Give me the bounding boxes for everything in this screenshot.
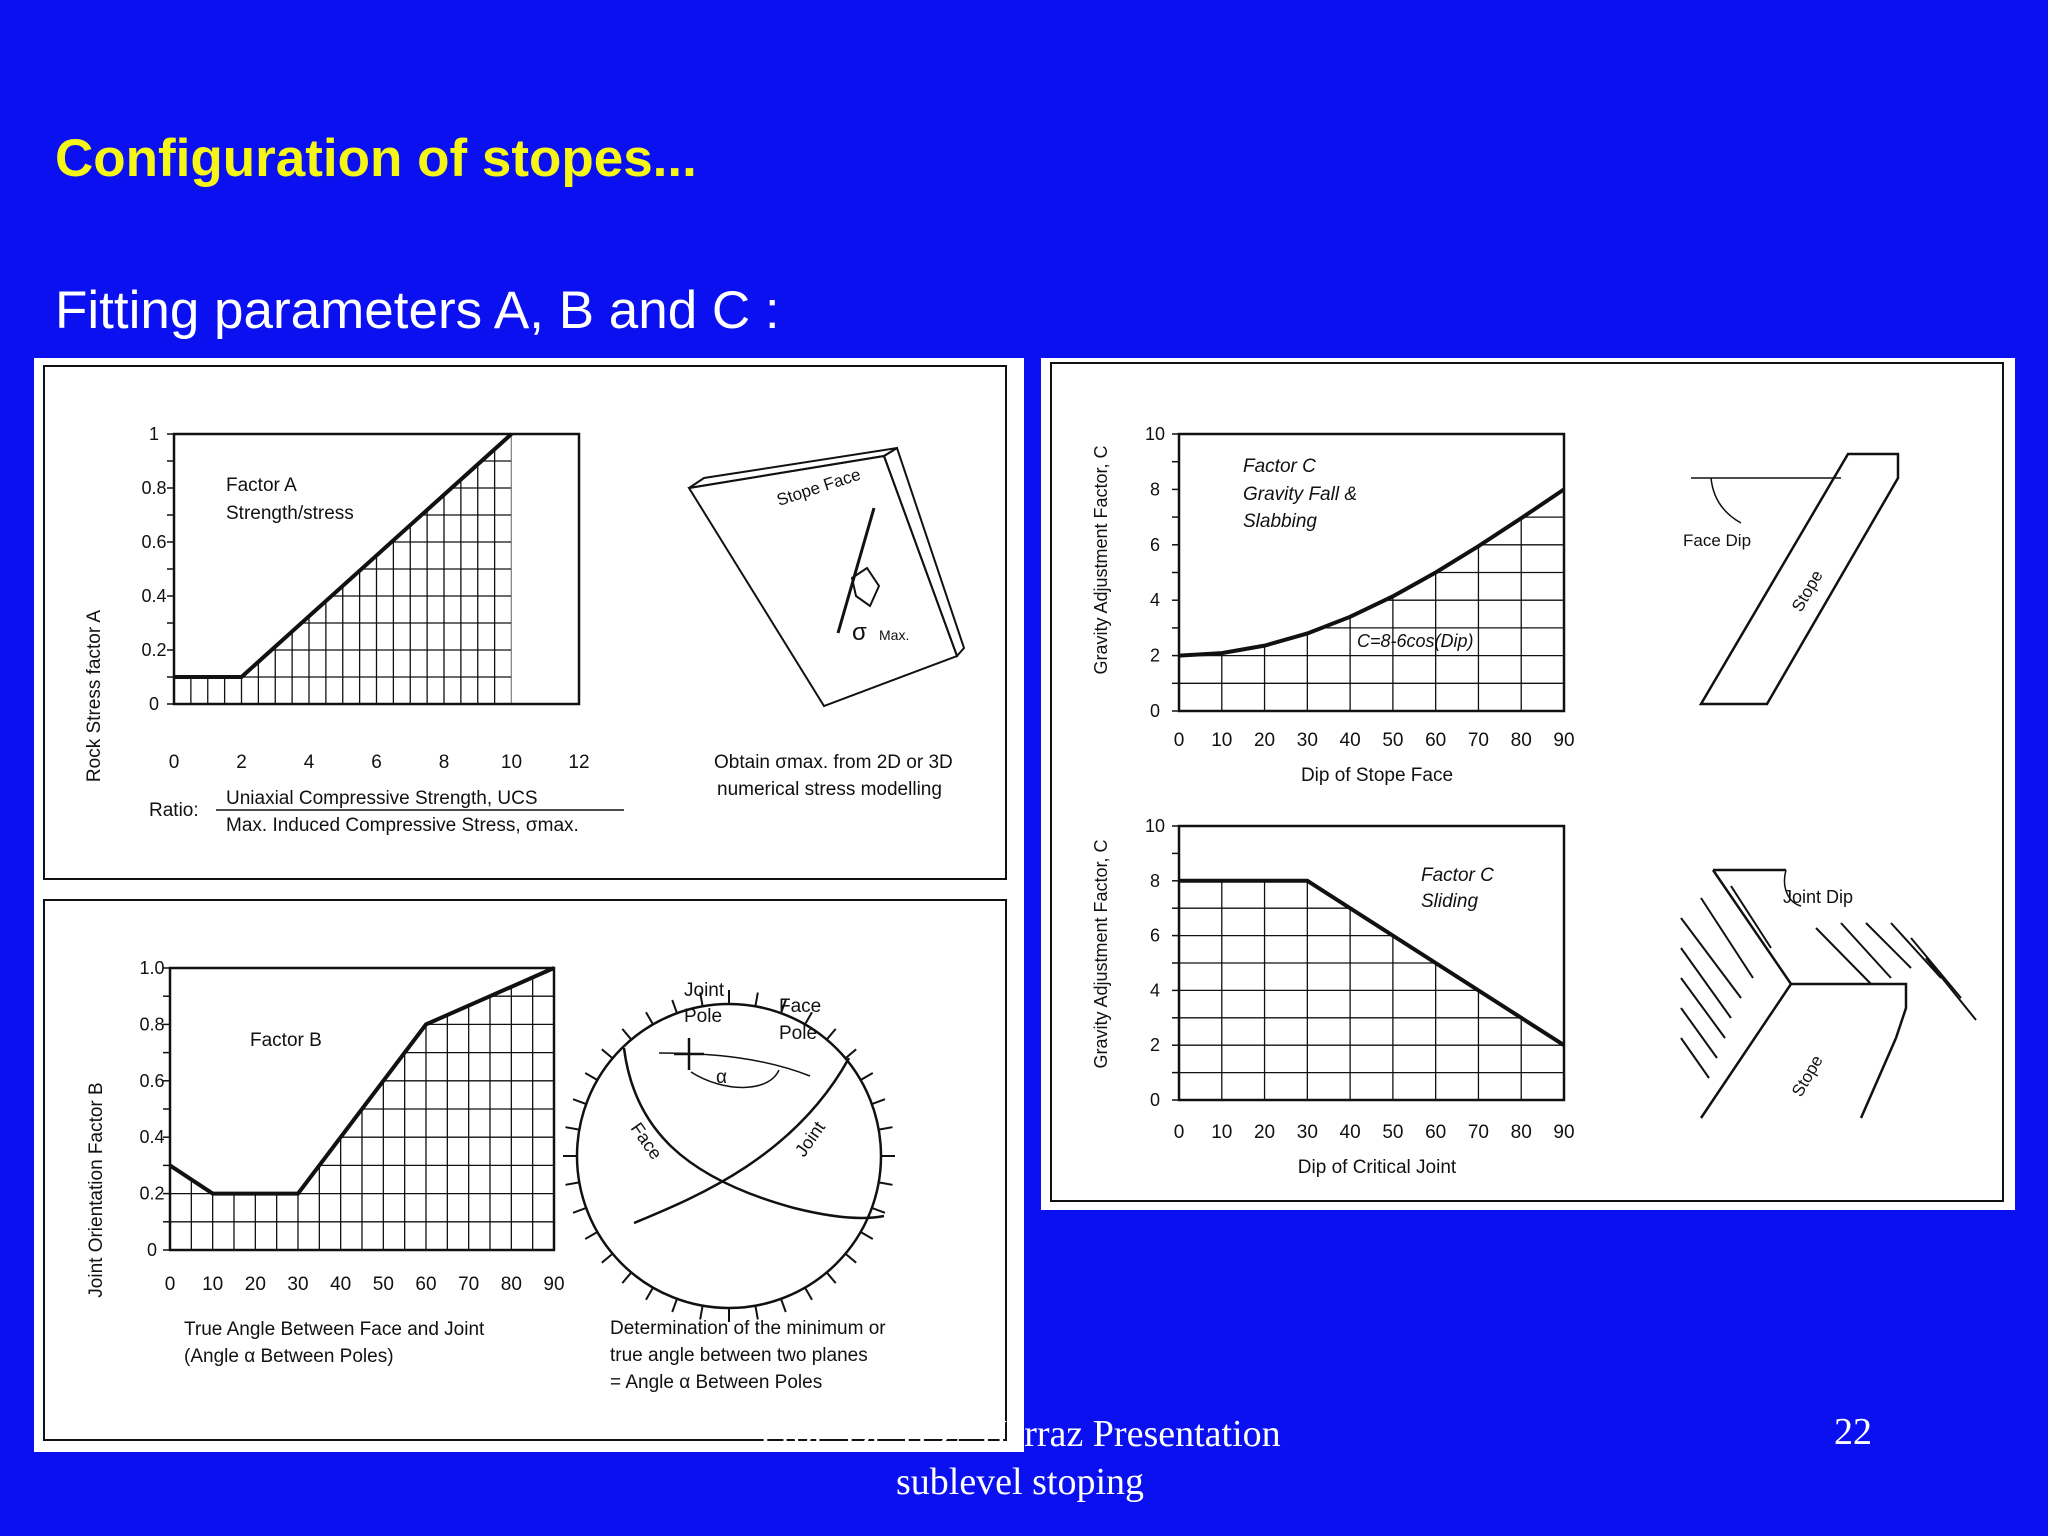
- x-tick-label: 30: [287, 1274, 309, 1295]
- x-tick-label: 10: [202, 1274, 224, 1295]
- y-tick-label: 1: [148, 424, 160, 444]
- x-tick-label: 60: [415, 1274, 437, 1295]
- rock-hatch-line: [1681, 1038, 1709, 1078]
- joint-dip-label: Joint Dip: [1783, 887, 1854, 907]
- y-tick-label: 0: [1149, 1090, 1161, 1110]
- rim-tick: [781, 1299, 786, 1312]
- factor-b-caption-line2: true angle between two planes: [610, 1345, 868, 1366]
- rock-hatch-line: [1681, 978, 1725, 1038]
- y-tick-label: 4: [1149, 590, 1161, 611]
- rim-tick: [622, 1029, 631, 1040]
- y-tick-label: 0: [1149, 701, 1161, 721]
- sigma-max-label: Max.: [879, 627, 910, 643]
- x-tick-label: 8: [438, 752, 450, 773]
- factor-a-chart: [141, 424, 589, 773]
- rock-hatch-line: [1926, 958, 1976, 1020]
- x-tick-label: 12: [568, 752, 590, 773]
- y-tick-label: 0: [146, 1240, 158, 1260]
- x-tick-label: 20: [244, 1274, 266, 1295]
- factor-c-gravity-ylabel: Gravity Adjustment Factor, C: [1091, 445, 1111, 675]
- rim-tick: [622, 1272, 631, 1283]
- stereonet-ticks: [563, 990, 895, 1322]
- rim-tick: [879, 1127, 893, 1129]
- x-tick-label: 70: [1467, 1122, 1490, 1143]
- rim-tick: [566, 1182, 580, 1184]
- rim-tick: [585, 1232, 597, 1239]
- factor-a-caption-line2: numerical stress modelling: [717, 779, 942, 800]
- sigma-label: σ: [852, 619, 867, 646]
- factor-a-xlabel-numerator: Uniaxial Compressive Strength, UCS: [226, 788, 538, 809]
- y-tick-label: 0: [148, 694, 160, 714]
- sliding-stope-label: Stope: [1788, 1052, 1827, 1100]
- x-tick-label: 10: [1211, 730, 1233, 751]
- rock-hatch-line: [1891, 923, 1941, 978]
- factor-c-frame: [1051, 363, 2003, 1201]
- rim-tick: [872, 1099, 885, 1104]
- face-dip-label: Face Dip: [1683, 531, 1752, 550]
- left-figure-panel: [34, 358, 1024, 1452]
- gravity-stope-label: Stope: [1788, 567, 1827, 615]
- slide-title: Configuration of stopes...: [55, 129, 697, 188]
- rim-tick: [672, 1299, 677, 1312]
- y-tick-label: 6: [1149, 534, 1161, 555]
- x-tick-label: 90: [1553, 1122, 1575, 1143]
- factor-a-title: Factor A: [226, 475, 297, 496]
- factor-c-sliding-ylabel: Gravity Adjustment Factor, C: [1091, 839, 1111, 1069]
- y-tick-label: 0.2: [139, 1183, 165, 1204]
- rim-tick: [602, 1254, 613, 1263]
- rim-tick: [646, 1012, 653, 1024]
- footer-credit: [620, 1410, 1420, 1506]
- x-tick-label: 40: [1339, 1122, 1361, 1143]
- x-tick-label: 50: [1382, 730, 1404, 751]
- y-tick-label: 0.4: [139, 1127, 165, 1148]
- y-tick-label: 0.6: [141, 532, 167, 552]
- y-tick-label: 10: [1144, 816, 1166, 836]
- footer-line-2: sublevel stoping: [895, 1461, 1145, 1503]
- rim-tick: [672, 1000, 677, 1013]
- x-tick-label: 80: [1510, 730, 1532, 751]
- rim-tick: [861, 1232, 873, 1239]
- stope-face-label: Stope Face: [774, 464, 863, 510]
- grid-hatch: [1179, 434, 1564, 711]
- factor-a-xlabel-denominator: Max. Induced Compressive Stress, σmax.: [226, 815, 579, 836]
- factor-a-ylabel: Rock Stress factor A: [84, 609, 105, 783]
- x-tick-label: 10: [1211, 1122, 1233, 1143]
- y-tick-label: 0.8: [139, 1014, 165, 1035]
- rim-tick: [755, 993, 757, 1007]
- x-tick-label: 2: [236, 752, 247, 773]
- face-pole-label-2: Pole: [779, 1023, 818, 1044]
- rock-hatch-line: [1681, 1008, 1717, 1058]
- factor-b-caption-line3: = Angle α Between Poles: [610, 1372, 823, 1393]
- rim-tick: [585, 1073, 597, 1080]
- x-tick-label: 90: [543, 1274, 565, 1295]
- rock-hatch-line: [1701, 898, 1753, 978]
- factor-c-sliding-chart: [1145, 816, 1575, 1143]
- x-tick-label: 40: [1339, 730, 1361, 751]
- y-tick-label: 0.8: [141, 478, 167, 498]
- x-tick-label: 90: [1553, 730, 1575, 751]
- y-tick-label: 2: [1149, 1035, 1161, 1056]
- x-tick-label: 10: [500, 752, 523, 773]
- right-figure-panel: [1041, 358, 2015, 1210]
- x-tick-label: 50: [1382, 1122, 1404, 1143]
- rim-tick: [573, 1099, 586, 1104]
- rock-hatch-line: [1911, 938, 1961, 998]
- factor-a-xlabel-prefix: Ratio:: [149, 800, 199, 821]
- factor-b-title: Factor B: [250, 1030, 322, 1051]
- factor-a-subtitle: Strength/stress: [226, 503, 354, 524]
- x-tick-label: 50: [372, 1274, 394, 1295]
- factor-b-caption-line1: Determination of the minimum or: [610, 1318, 886, 1339]
- rim-tick: [805, 1288, 812, 1300]
- right-figure-svg: [1041, 358, 2015, 1210]
- x-tick-label: 40: [330, 1274, 352, 1295]
- x-tick-label: 80: [1510, 1122, 1532, 1143]
- rim-tick: [827, 1272, 836, 1283]
- x-tick-label: 0: [1173, 1122, 1185, 1143]
- factor-c-gravity-title: Factor C: [1243, 456, 1316, 477]
- x-tick-label: 0: [1173, 730, 1185, 751]
- y-tick-label: 8: [1149, 870, 1161, 891]
- y-tick-label: 2: [1149, 645, 1161, 666]
- factor-a-caption-line1: Obtain σmax. from 2D or 3D: [714, 752, 953, 773]
- factor-c-sliding-subtitle: Sliding: [1421, 891, 1479, 912]
- factor-c-sliding-title: Factor C: [1421, 865, 1494, 886]
- x-tick-label: 4: [303, 752, 315, 773]
- grid-hatch: [1179, 826, 1564, 1100]
- x-tick-label: 0: [164, 1274, 176, 1295]
- factor-b-chart: [139, 958, 564, 1295]
- factor-b-xlabel-line1: True Angle Between Face and Joint: [184, 1319, 485, 1340]
- factor-b-ylabel: Joint Orientation Factor B: [86, 1082, 107, 1298]
- x-tick-label: 0: [168, 752, 180, 773]
- x-tick-label: 70: [1467, 730, 1490, 751]
- rock-hatch-line: [1816, 928, 1871, 984]
- x-tick-label: 80: [500, 1274, 522, 1295]
- rim-tick: [602, 1049, 613, 1058]
- factor-b-xlabel-line2: (Angle α Between Poles): [184, 1346, 394, 1367]
- rock-hatch-line: [1866, 923, 1911, 968]
- y-tick-label: 0.4: [141, 586, 167, 606]
- rim-tick: [827, 1029, 836, 1040]
- footer-line-1: Prof. Dr. H.Z. Harraz Presentation: [759, 1413, 1281, 1455]
- page-number: 22: [1834, 1411, 1872, 1453]
- factor-c-gravity-chart: [1145, 424, 1575, 751]
- face-dip-illustration: [1691, 454, 1898, 704]
- y-tick-label: 10: [1144, 424, 1166, 444]
- rim-tick: [872, 1208, 885, 1213]
- joint-pole-label-2: Pole: [684, 1006, 723, 1027]
- y-tick-label: 1.0: [139, 958, 165, 978]
- joint-plane-label: Joint: [790, 1117, 830, 1161]
- rim-tick: [861, 1073, 873, 1080]
- factor-c-gravity-subtitle-2: Slabbing: [1243, 511, 1317, 532]
- factor-c-equation: C=8-6cos(Dip): [1357, 631, 1474, 651]
- joint-pole-label-1: Joint: [684, 980, 725, 1001]
- rock-hatch-line: [1681, 948, 1731, 1018]
- y-tick-label: 0.2: [141, 640, 167, 660]
- rim-tick: [573, 1208, 586, 1213]
- y-tick-label: 4: [1149, 980, 1161, 1001]
- y-tick-label: 8: [1149, 479, 1161, 500]
- x-tick-label: 60: [1425, 1122, 1447, 1143]
- face-plane-label: Face: [626, 1118, 667, 1164]
- x-tick-label: 6: [371, 752, 382, 773]
- face-pole-label-1: Face: [779, 996, 822, 1017]
- x-tick-label: 30: [1296, 1122, 1318, 1143]
- rock-hatch-line: [1841, 923, 1891, 978]
- rim-tick: [845, 1254, 856, 1263]
- rock-hatch-line: [1731, 886, 1771, 948]
- factor-c-sliding-xlabel: Dip of Critical Joint: [1297, 1157, 1457, 1178]
- stereonet-illustration: [577, 1004, 884, 1308]
- x-tick-label: 20: [1253, 1122, 1276, 1143]
- slide-subtitle: Fitting parameters A, B and C :: [55, 281, 780, 340]
- rim-tick: [845, 1049, 856, 1058]
- joint-dip-illustration: [1681, 870, 1976, 1118]
- x-tick-label: 70: [458, 1274, 480, 1295]
- factor-c-gravity-xlabel: Dip of Stope Face: [1300, 765, 1454, 786]
- x-tick-label: 30: [1296, 730, 1318, 751]
- rock-hatch-line: [1681, 918, 1741, 998]
- rim-tick: [646, 1288, 653, 1300]
- rim-tick: [879, 1182, 893, 1184]
- x-tick-label: 60: [1425, 730, 1447, 751]
- y-tick-label: 0.6: [139, 1070, 165, 1091]
- y-tick-label: 6: [1149, 925, 1161, 946]
- left-figure-svg: [34, 358, 1024, 1452]
- factor-c-gravity-subtitle-1: Gravity Fall &: [1243, 484, 1358, 505]
- rim-tick: [566, 1127, 580, 1129]
- alpha-label: α: [716, 1067, 727, 1088]
- x-tick-label: 20: [1253, 730, 1276, 751]
